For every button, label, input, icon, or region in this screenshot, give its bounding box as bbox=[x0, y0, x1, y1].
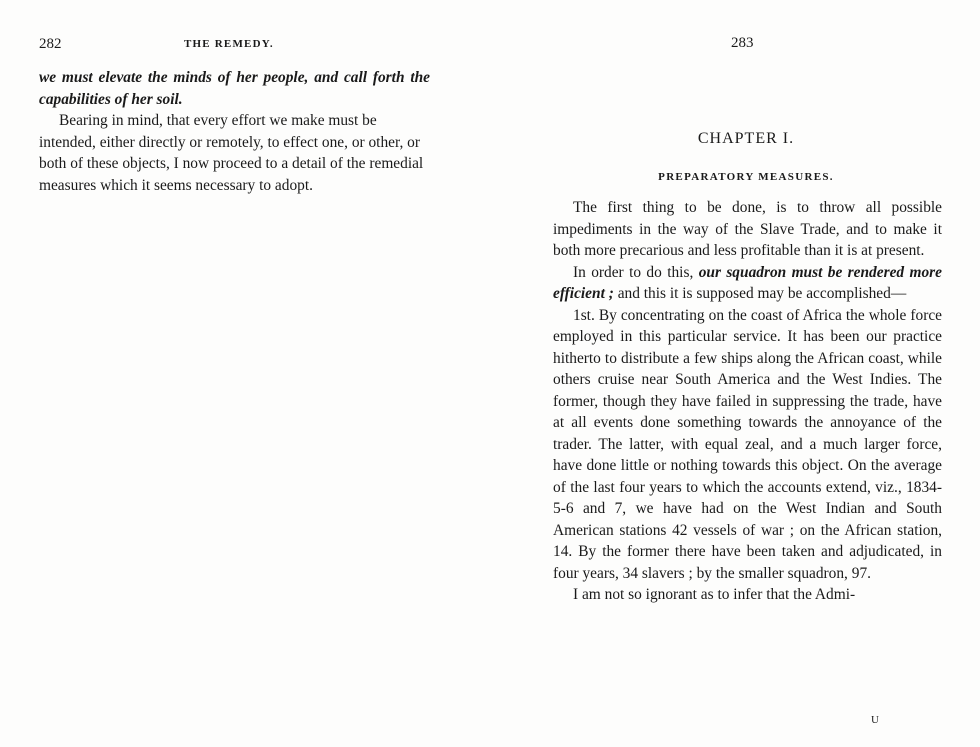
paragraph: Bearing in mind, that every effort we make must be intended, either directly or remotely, to effect one, or other, or both of these objects, I now proceed to a detail of the remedial measures which it seems necessary to adopt. bbox=[39, 112, 424, 194]
right-text-block bbox=[553, 197, 942, 606]
page-number-right: 283 bbox=[731, 35, 754, 51]
page-number-left: 282 bbox=[39, 36, 62, 52]
section-title: PREPARATORY MEASURES. bbox=[658, 171, 834, 183]
left-text-block bbox=[39, 67, 430, 196]
signature-mark: U bbox=[871, 714, 879, 726]
paragraph-1: The first thing to be done, is to throw all possible impediments in the way of the Slave Trade, and to make it both more precarious and less profitable than it is at present. bbox=[553, 199, 942, 259]
italic-opening-paragraph: we must elevate the minds of her people, and call forth the capabilities of her soil. bbox=[39, 69, 430, 108]
paragraph-4: I am not so ignorant as to infer that the Admi- bbox=[573, 586, 856, 603]
emphasis-text: our squadron must be rendered more efficient ; bbox=[553, 263, 942, 302]
paragraph-3: 1st. By concentrating on the coast of Africa the whole force employed in this particular service. It has been our practice hitherto to distribute a few ships along the African coast, while others cruise near South America and the West Indies. The former, though they have failed in suppressing the trade, have at all events done something towards the annoyance of the trader. The latter, with equal zeal, and a much larger force, have done little or nothing towards this object. On the average of the last four years to which the accounts extend, viz., 1834-5-6 and 7, we have had on the West Indian and South American stations 42 vessels of war ; on the African station, 14. By the former there have been taken and adjudicated, in four years, 34 slavers ; by the smaller squadron, 97. bbox=[553, 306, 942, 582]
chapter-title: CHAPTER I. bbox=[697, 130, 795, 147]
running-head: THE REMEDY. bbox=[184, 38, 274, 50]
right-page bbox=[490, 0, 980, 747]
paragraph-2: In order to do this, our squadron must be rendered more efficient ; and this it is supposed may be accomplished— bbox=[553, 263, 942, 302]
